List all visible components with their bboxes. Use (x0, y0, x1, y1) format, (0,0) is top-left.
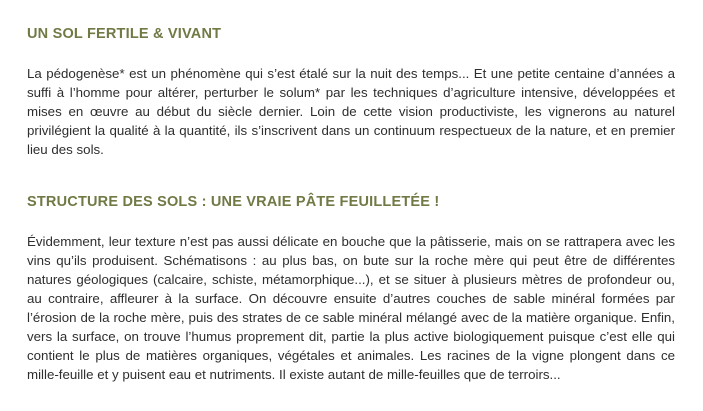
section-paragraph-sol-fertile: La pédogenèse* est un phénomène qui s’est étalé sur la nuit des temps... Et une petite centaine d’années a suffi à l’homme pour altérer, perturber le solum* par les techniques d’agriculture intensive, développées et mises en œuvre au début du siècle dernier. Loin de cette vision productiviste, les vignerons au naturel privilégient la qualité à la quantité, ils s’inscrivent dans un continuum respectueux de la nature, et en premier lieu des sols. (27, 66, 675, 157)
section-title-sol-fertile: UN SOL FERTILE & VIVANT (27, 26, 222, 42)
section-paragraph-structure-sols: Évidemment, leur texture n’est pas aussi délicate en bouche que la pâtisserie, mais on se rattrapera avec les vins qu’ils produisent. Schématisons : au plus bas, on bute sur la roche mère qui peut être de différentes natures géologiques (calcaire, schiste, métamorphique...), et se situer à plusieurs mètres de profondeur ou, au contraire, affleurer à la surface. On découvre ensuite d’autres couches de sable minéral formées par l’érosion de la roche mère, puis des strates de ce sable minéral mélangé avec de la matière organique. Enfin, vers la surface, on trouve l’humus proprement dit, partie la plus active biologiquement puisque c’est elle qui contient le plus de matières organiques, végétales et animales. Les racines de la vigne plongent dans ce mille-feuille et y puisent eau et nutriments. Il existe autant de mille-feuilles que de terroirs... (27, 234, 675, 382)
section-title-structure-sols: STRUCTURE DES SOLS : UNE VRAIE PÂTE FEUILLETÉE ! (27, 194, 440, 210)
